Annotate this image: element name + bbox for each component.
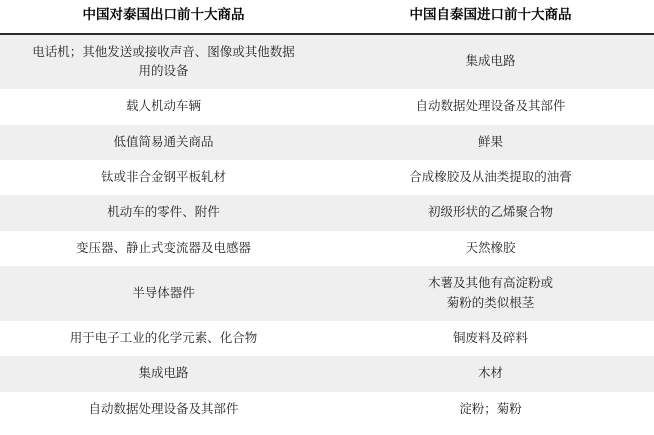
table-row [0, 195, 654, 230]
cell-line: 淀粉；菊粉 [459, 401, 522, 416]
cell-line: 用的设备 [138, 63, 189, 78]
cell-line: 菊粉的类似根茎 [446, 295, 535, 310]
cell-import-commodity [327, 356, 654, 391]
cell-line: 用于电子工业的化学元素、化合物 [69, 330, 258, 345]
table-row [0, 266, 654, 321]
cell-line: 钛或非合金钢平板轧材 [100, 170, 226, 185]
cell-line: 集成电路 [465, 54, 516, 69]
table-row [0, 125, 654, 160]
cell-import-commodity [327, 266, 654, 321]
cell-line: 鲜果 [477, 134, 503, 149]
table-row [0, 356, 654, 391]
cell-line: 自动数据处理设备及其部件 [415, 99, 566, 114]
cell-line: 变压器、静止式变流器及电感器 [75, 240, 251, 255]
cell-line: 载人机动车辆 [125, 99, 201, 114]
table-row [0, 160, 654, 195]
cell-import-commodity [327, 231, 654, 266]
table-row [0, 34, 654, 90]
cell-export-commodity [0, 231, 327, 266]
cell-line: 木材 [477, 366, 503, 381]
cell-line: 初级形状的乙烯聚合物 [427, 205, 553, 220]
cell-line: 机动车的零件、附件 [107, 205, 220, 220]
cell-import-commodity [327, 195, 654, 230]
cell-import-commodity [327, 34, 654, 90]
cell-line: 铜废料及碎料 [452, 330, 528, 345]
cell-export-commodity [0, 160, 327, 195]
cell-line: 电话机；其他发送或接收声音、图像或其他数据 [32, 44, 295, 59]
table-row [0, 321, 654, 356]
cell-export-commodity [0, 321, 327, 356]
column-header-imports: 中国自泰国进口前十大商品 [327, 0, 654, 34]
cell-export-commodity [0, 34, 327, 90]
cell-import-commodity [327, 125, 654, 160]
cell-line: 集成电路 [138, 366, 189, 381]
cell-export-commodity [0, 195, 327, 230]
table-header [0, 0, 654, 34]
cell-import-commodity [327, 160, 654, 195]
cell-export-commodity [0, 89, 327, 124]
table-row [0, 89, 654, 124]
table-row [0, 231, 654, 266]
cell-import-commodity [327, 89, 654, 124]
cell-line: 半导体器件 [132, 285, 195, 300]
cell-line: 自动数据处理设备及其部件 [88, 401, 239, 416]
cell-line: 低值简易通关商品 [113, 134, 214, 149]
cell-export-commodity [0, 266, 327, 321]
cell-line: 合成橡胶及从油类提取的油膏 [409, 170, 572, 185]
cell-export-commodity [0, 125, 327, 160]
column-header-exports: 中国对泰国出口前十大商品 [0, 0, 327, 34]
cell-import-commodity [327, 321, 654, 356]
cell-export-commodity [0, 392, 327, 427]
table-header-row [0, 0, 654, 34]
cell-line: 木薯及其他有高淀粉或 [427, 276, 553, 291]
table-row [0, 392, 654, 427]
cell-import-commodity [327, 392, 654, 427]
cell-export-commodity [0, 356, 327, 391]
cell-line: 天然橡胶 [465, 240, 516, 255]
table-body [0, 34, 654, 428]
